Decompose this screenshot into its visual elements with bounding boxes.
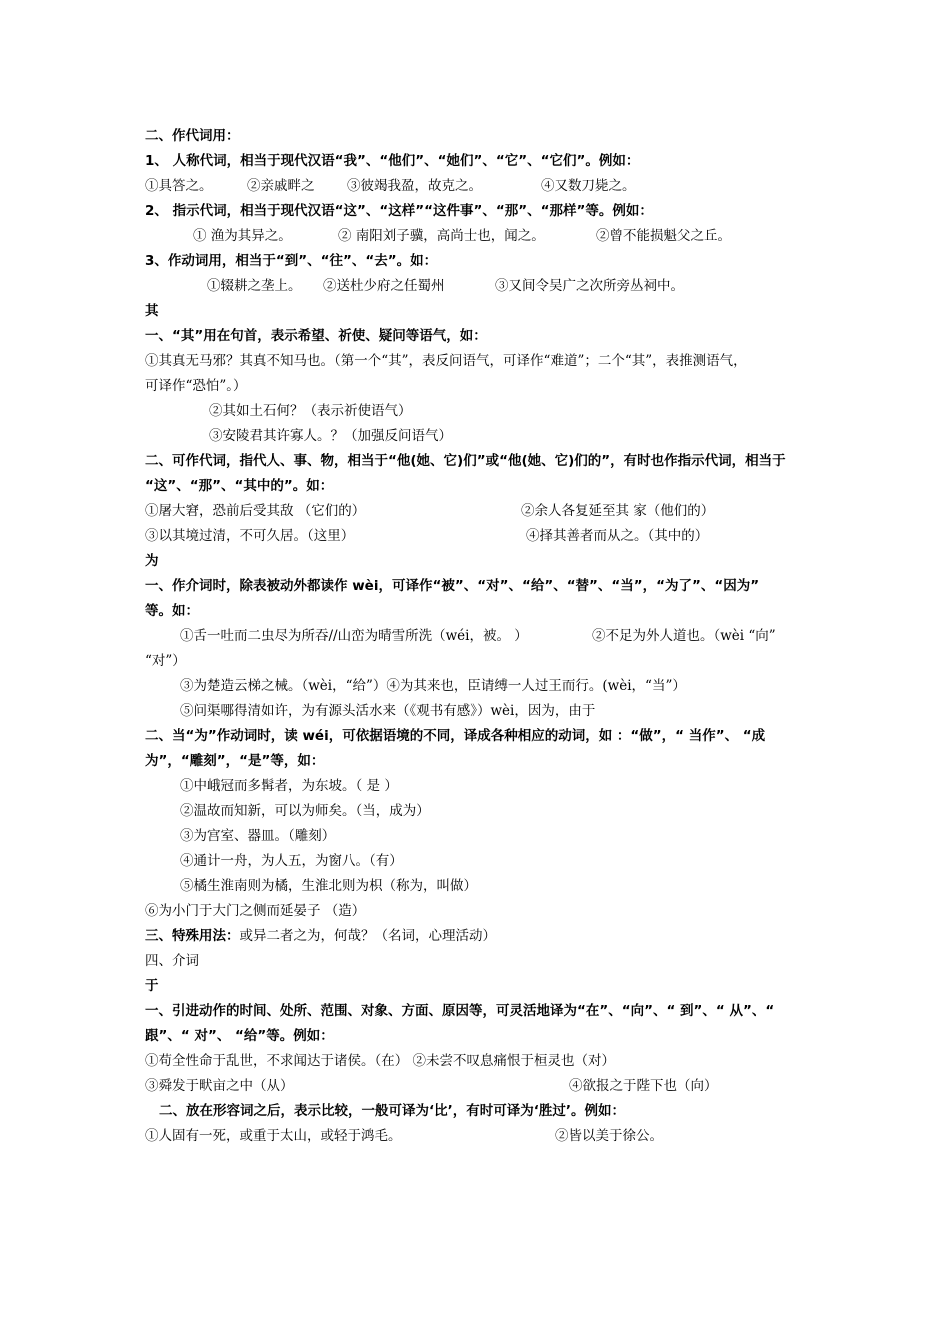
usage-heading: 一、引进动作的时间、处所、范围、对象、方面、原因等，可灵活地译为“在”、“向”、“ 到”、“ 从”、“ xyxy=(145,1003,775,1019)
example-line: ③为宫室、器皿。（雕刻） xyxy=(180,828,336,844)
example-line: ③安陵君其许寡人。？（加强反问语气） xyxy=(209,428,452,444)
entry-character: 于 xyxy=(145,978,159,994)
usage-heading: 一、作介词时，除表被动外都读作 wèi，可译作“被”、“对”、“给”、“替”、“当”，“为了”、“因为” xyxy=(145,578,760,594)
item-title: 3、作动词用，相当于“到”、“往”、“去”。如： xyxy=(145,253,438,269)
usage-heading: 二、放在形容词之后，表示比较，一般可译为‘比’，有时可译为‘胜过’。例如： xyxy=(159,1103,626,1119)
example-line: ①中峨冠而多髯者，为东坡。（ 是 ） xyxy=(180,778,398,794)
special-usage-line xyxy=(145,926,820,946)
example-line: ⑤问渠哪得清如许，为有源头活水来（《观书有感》）wèi，因为，由于 xyxy=(180,703,596,719)
example-line: 可译作“恐怕”。） xyxy=(145,378,247,394)
usage-heading: 一、“其”用在句首，表示希望、祈使、疑问等语气，如： xyxy=(145,328,487,344)
section-heading: 四、介词 xyxy=(145,953,199,969)
special-usage-text: 或异二者之为，何哉？（名词，心理活动） xyxy=(239,928,496,944)
usage-heading: 跟”、“ 对”、 “给”等。例如： xyxy=(145,1028,334,1044)
usage-heading: 二、可作代词，指代人、事、物，相当于“他(她、它)们”或“他(她、它)们的”，有时也作指示代词，相当于 xyxy=(145,453,786,469)
example: ②余人各复延至其 家（他们的） xyxy=(521,503,715,519)
example: ④择其善者而从之。（其中的） xyxy=(526,528,709,544)
usage-heading: “这”、“那”、“其中的”。如： xyxy=(145,478,334,494)
example-line: ②其如土石何？（表示祈使语气） xyxy=(209,403,412,419)
example: ③彼竭我盈，故克之。 xyxy=(347,178,482,194)
example-line: ⑥为小门于大门之侧而延晏子 （造） xyxy=(145,903,366,919)
usage-heading: 二、当“为”作动词时，读 wéi，可依据语境的不同，译成各种相应的动词，如 ：“做”，“ 当作”、 “成 xyxy=(145,728,766,744)
example: ②皆以美于徐公。 xyxy=(555,1128,663,1144)
example: ①具答之。 xyxy=(145,178,213,194)
example: ③又间令吴广之次所旁丛祠中。 xyxy=(495,278,684,294)
item-title: 1、 人称代词，相当于现代汉语“我”、“他们”、“她们”、“它”、“它们”。例如： xyxy=(145,153,640,169)
example: ②亲戚畔之 xyxy=(247,178,315,194)
example: ③舜发于畎亩之中（从） xyxy=(145,1078,294,1094)
example-line: ⑤橘生淮南则为橘，生淮北则为枳（称为，叫做） xyxy=(180,878,477,894)
example: ④欲报之于陛下也（向） xyxy=(569,1078,718,1094)
example-line: ③为楚造云梯之械。（wèi，“给”）④为其来也，臣请缚一人过王而行。(wèi，“当”） xyxy=(180,678,686,694)
example-line: ②温故而知新，可以为师矣。（当，成为） xyxy=(180,803,430,819)
special-usage-label: 三、特殊用法： xyxy=(145,928,240,944)
example-line: ④通计一舟，为人五，为窗八。（有） xyxy=(180,853,403,869)
example: ①屠大窘，恐前后受其敌 （它们的） xyxy=(145,503,366,519)
example-line: ①其真无马邪？其真不知马也。（第一个“其”，表反问语气，可译作“难道”；二个“其”，表推测语气， xyxy=(145,353,747,369)
example: ①舌一吐而二虫尽为所吞//山峦为晴雪所洗（wéi，被。 ） xyxy=(180,628,528,644)
example: ④又数刀毙之。 xyxy=(541,178,636,194)
example: ① 渔为其异之。 xyxy=(193,228,292,244)
example-line: ①苟全性命于乱世，不求闻达于诸侯。（在） ②未尝不叹息痛恨于桓灵也（对） xyxy=(145,1053,616,1069)
example: ②送杜少府之任蜀州 xyxy=(323,278,445,294)
example: ②不足为外人道也。（wèi “向” xyxy=(592,628,776,644)
entry-character: 为 xyxy=(145,553,159,569)
example-line: “对”） xyxy=(145,653,186,669)
example: ②曾不能损魁父之丘。 xyxy=(596,228,731,244)
usage-heading: 等。如： xyxy=(145,603,199,619)
item-title: 2、 指示代词，相当于现代汉语“这”、“这样”“这件事”、“那”、“那样”等。例如： xyxy=(145,203,653,219)
example: ③以其境过清，不可久居。（这里） xyxy=(145,528,355,544)
example: ①人固有一死，或重于太山，或轻于鸿毛。 xyxy=(145,1128,402,1144)
example: ①辍耕之垄上。 xyxy=(207,278,302,294)
usage-heading: 为”，“雕刻”，“是”等，如： xyxy=(145,753,325,769)
section-heading: 二、作代词用： xyxy=(145,128,240,144)
entry-character: 其 xyxy=(145,303,159,319)
example: ② 南阳刘子骥，高尚士也，闻之。 xyxy=(338,228,545,244)
